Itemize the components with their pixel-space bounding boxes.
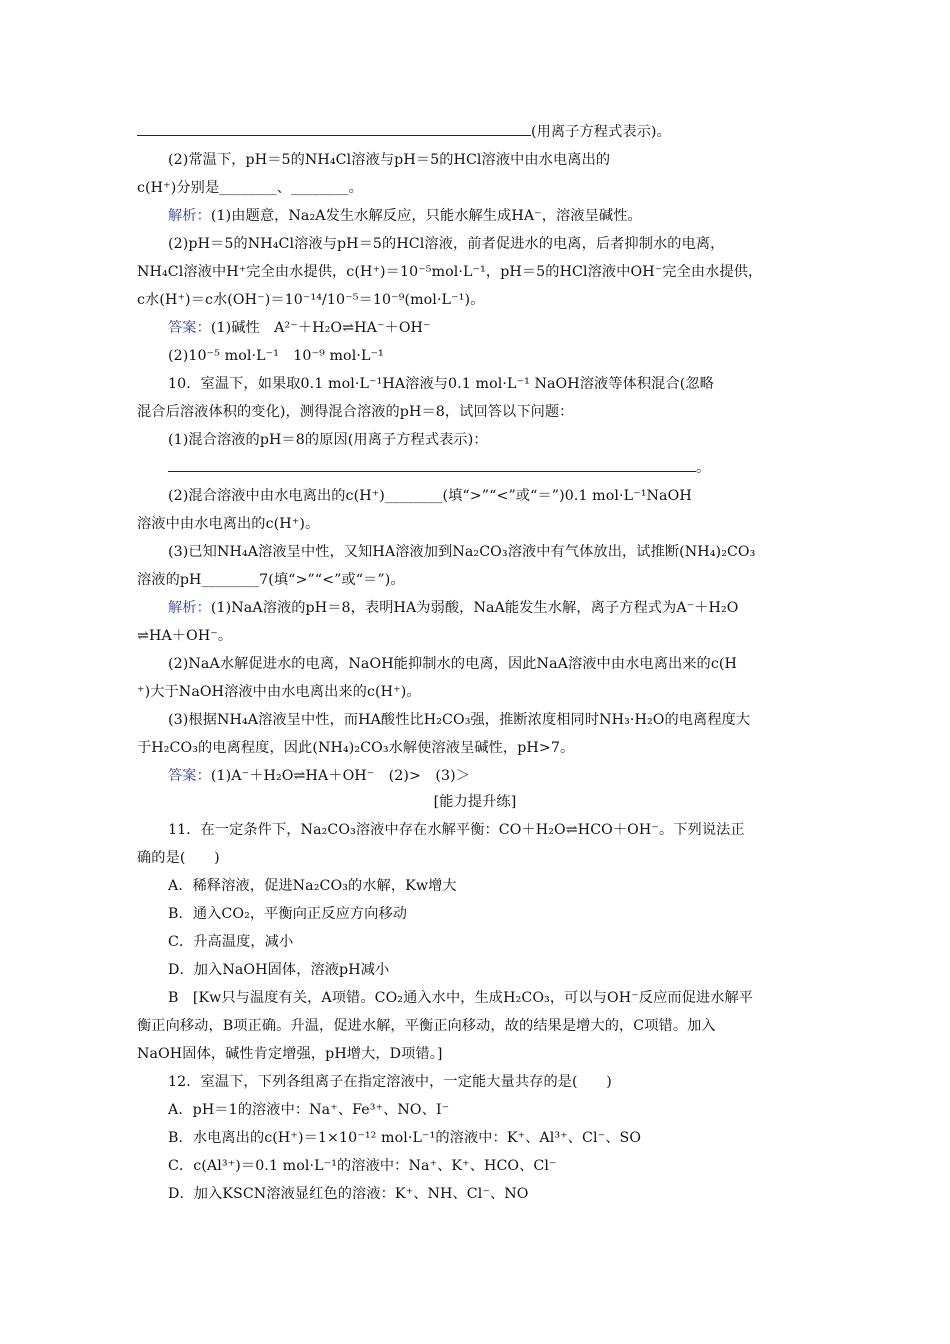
line-text: (1)碱性 A²⁻＋H₂O⇌HA⁻＋OH⁻ (210, 320, 431, 336)
question-line: c(H⁺)分别是________、________。 (137, 180, 363, 196)
question-10-line: 溶液中由水电离出的c(H⁺)。 (137, 516, 320, 532)
section-heading: [能力提升练] (433, 794, 517, 810)
line-text: (用离子方程式表示)。 (531, 124, 671, 140)
question-10-line: 溶液的pH________7(填“>”“<”或“＝”)。 (137, 572, 405, 588)
question-12-line: 12．室温下，下列各组离子在指定溶液中，一定能大量共存的是( ) (168, 1074, 612, 1090)
answer-line: (2)10⁻⁵ mol·L⁻¹ 10⁻⁹ mol·L⁻¹ (168, 348, 384, 364)
analysis-line: ⁺)大于NaOH溶液中由水电离出来的c(H⁺)。 (137, 684, 421, 700)
analysis-line: NH₄Cl溶液中H⁺完全由水提供，c(H⁺)＝10⁻⁵mol·L⁻¹，pH＝5的HCl溶液中OH⁻完全由水提供， (137, 264, 763, 280)
answer-label: 答案： (168, 768, 211, 784)
question-11-line: 11．在一定条件下，Na₂CO₃溶液中存在水解平衡：CO＋H₂O⇌HCO＋OH⁻。下列说法正 (168, 822, 745, 838)
answer-label: 答案： (168, 320, 211, 336)
option-a: A．pH＝1的溶液中：Na⁺、Fe³⁺、NO、I⁻ (168, 1102, 450, 1118)
question-10-line: (1)混合溶液的pH＝8的原因(用离子方程式表示)： (168, 432, 488, 448)
analysis-line (168, 597, 848, 619)
analysis-line: (3)根据NH₄A溶液呈中性，而HA酸性比H₂CO₃强，推断浓度相同时NH₃·H₂O的电离程度大 (168, 712, 751, 728)
option-c: C．升高温度，减小 (168, 934, 294, 950)
option-b: B．通入CO₂，平衡向正反应方向移动 (168, 906, 408, 922)
answer-line (168, 765, 848, 787)
answer-blank (137, 121, 531, 136)
answer-line-2 (168, 457, 848, 479)
answer-line-1 (137, 121, 817, 143)
explanation-line: B [Kw只与温度有关，A项错。CO₂通入水中，生成H₂CO₃，可以与OH⁻反应而促进水解平 (168, 990, 754, 1006)
question-10-line: (2)混合溶液中由水电离出的c(H⁺)________(填“>”“<”或“＝”)0.1 mol·L⁻¹NaOH (168, 488, 692, 504)
option-d: D．加入KSCN溶液显红色的溶液：K⁺、NH、Cl⁻、NO (168, 1186, 529, 1202)
analysis-label: 解析： (168, 208, 211, 224)
question-10-line: 混合后溶液体积的变化)，测得混合溶液的pH＝8，试回答以下问题： (137, 404, 574, 420)
option-c: C．c(Al³⁺)＝0.1 mol·L⁻¹的溶液中：Na⁺、K⁺、HCO、Cl⁻ (168, 1158, 557, 1174)
option-d: D．加入NaOH固体，溶液pH减小 (168, 962, 390, 978)
line-text: (1)NaA溶液的pH＝8，表明HA为弱酸，NaA能发生水解，离子方程式为A⁻＋H₂O (210, 600, 739, 616)
line-text: (1)由题意，Na₂A发生水解反应，只能水解生成HA⁻，溶液呈碱性。 (210, 208, 642, 224)
question-line: (2)常温下，pH＝5的NH₄Cl溶液与pH＝5的HCl溶液中由水电离出的 (168, 152, 611, 168)
question-10-line: 10．室温下，如果取0.1 mol·L⁻¹HA溶液与0.1 mol·L⁻¹ NaOH溶液等体积混合(忽略 (168, 376, 714, 392)
answer-line (168, 317, 848, 339)
question-11-line: 确的是( ) (137, 850, 220, 866)
analysis-line: (2)pH＝5的NH₄Cl溶液与pH＝5的HCl溶液，前者促进水的电离，后者抑制水的电离， (168, 236, 725, 252)
analysis-line: (2)NaA水解促进水的电离，NaOH能抑制水的电离，因此NaA溶液中由水电离出来的c(H (168, 656, 738, 672)
explanation-line: 衡正向移动，B项正确。升温，促进水解，平衡正向移动，故的结果是增大的，C项错。加入 (137, 1018, 716, 1034)
option-a: A．稀释溶液，促进Na₂CO₃的水解，Kw增大 (168, 878, 457, 894)
analysis-line: 于H₂CO₃的电离程度，因此(NH₄)₂CO₃水解使溶液呈碱性，pH>7。 (137, 740, 575, 756)
option-b: B．水电离出的c(H⁺)＝1×10⁻¹² mol·L⁻¹的溶液中：K⁺、Al³⁺、Cl⁻、SO (168, 1130, 642, 1146)
question-10-line: (3)已知NH₄A溶液呈中性，又知HA溶液加到Na₂CO₃溶液中有气体放出，试推断(NH₄)₂CO₃ (168, 544, 756, 560)
explanation-line: NaOH固体，碱性肯定增强，pH增大，D项错。] (137, 1046, 443, 1062)
analysis-line: ⇌HA＋OH⁻。 (137, 628, 233, 644)
line-text: (1)A⁻＋H₂O⇌HA＋OH⁻ (2)> (3)＞ (210, 768, 471, 784)
analysis-line: c水(H⁺)＝c水(OH⁻)＝10⁻¹⁴/10⁻⁵＝10⁻⁹(mol·L⁻¹)。 (137, 292, 485, 308)
answer-blank (168, 457, 696, 472)
analysis-line (168, 205, 848, 227)
analysis-label: 解析： (168, 600, 211, 616)
line-text: 。 (696, 460, 711, 476)
